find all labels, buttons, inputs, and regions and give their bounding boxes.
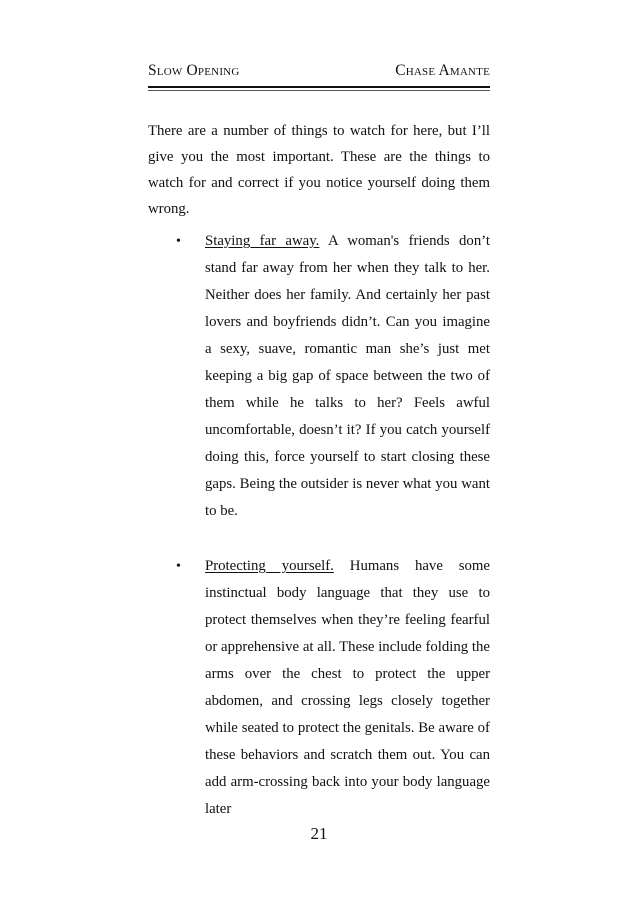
bullet-body: A woman's friends don’t stand far away from her when they talk to her. Neither does her family. And certainly her past lovers and boyfriends didn’t. Can you imagine a sexy, suave, romantic man she’s just met keeping a big gap of space between the two of them while he talks to her? Feels awful uncomfortable, doesn’t it? If you catch yourself doing this, force yourself to start closing these gaps. Being the outsider is never what you want to be. [205, 233, 491, 519]
bullet-icon: • [176, 559, 181, 574]
bullet-icon: • [176, 234, 181, 249]
author-name: Chase Amante [395, 62, 490, 79]
bullet-text [205, 228, 490, 525]
intro-paragraph: There are a number of things to watch for here, but I’ll give you the most important. These are the things to watch for and correct if you notice yourself doing them wrong. [148, 123, 490, 217]
header-rule [148, 86, 490, 88]
chapter-title: Slow Opening [148, 62, 240, 79]
list-item [0, 228, 638, 525]
bullet-body: Humans have some instinctual body language that they use to protect themselves when they’re feeling fearful or apprehensive at all. These include folding the arms over the chest to protect the upper abdomen, and crossing legs closely together while seated to protect the genitals. Be aware of these behaviors and scratch them out. You can add arm-crossing back into your body language later [205, 558, 490, 817]
bullet-term: Protecting yourself. [205, 558, 334, 574]
bullet-term: Staying far away. [205, 233, 320, 249]
list-item [0, 553, 638, 823]
header-rule-thin [148, 90, 490, 91]
running-header [148, 58, 490, 84]
page-number: 21 [310, 824, 328, 843]
bullet-text [205, 553, 490, 823]
bullet-list [0, 228, 638, 851]
